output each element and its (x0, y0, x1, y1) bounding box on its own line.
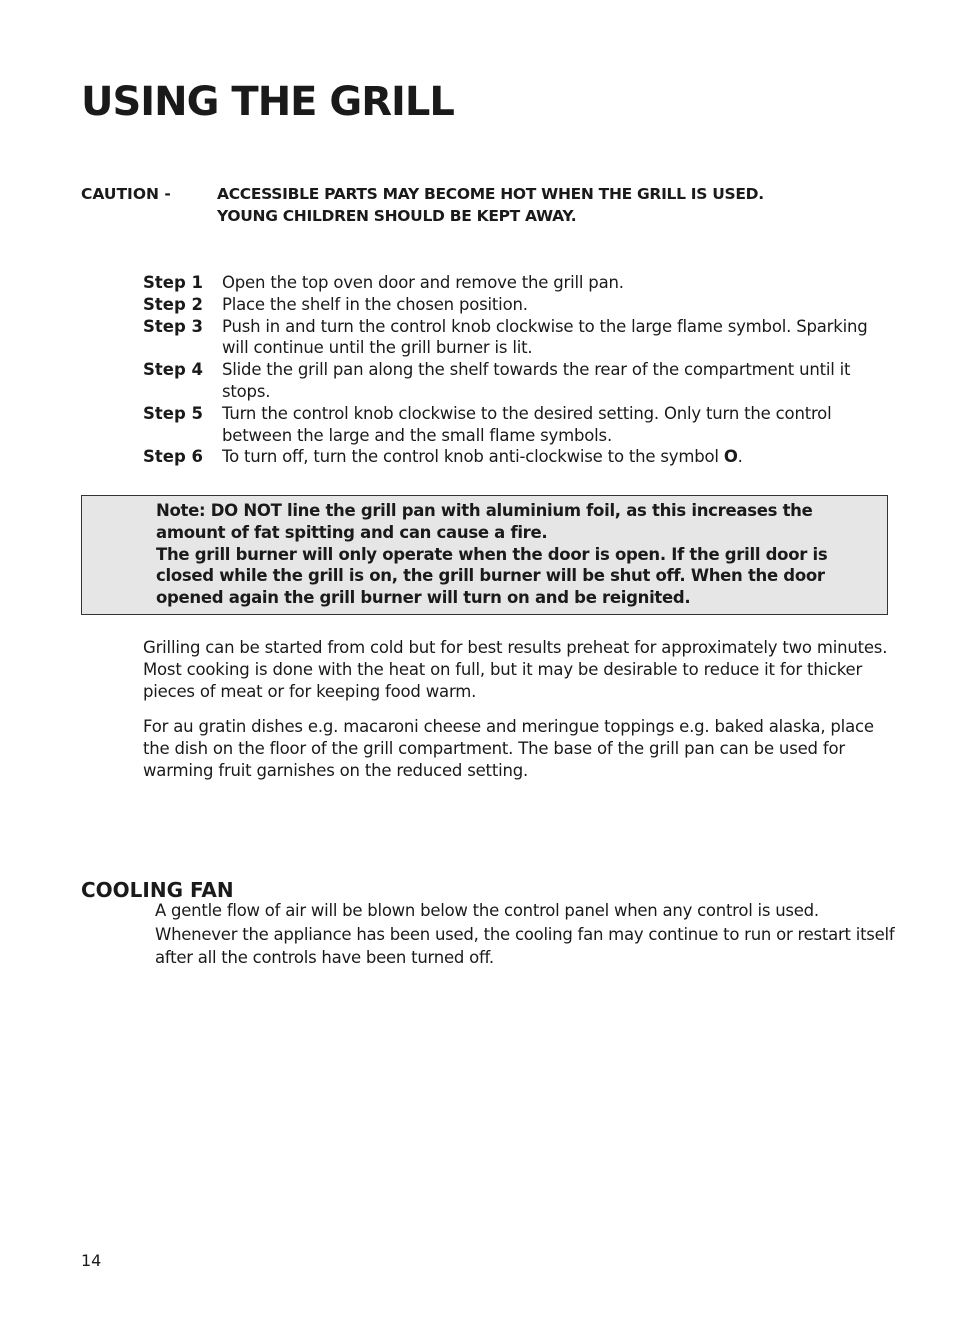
step-label: Step 3 (143, 316, 203, 336)
step-4 (143, 359, 873, 403)
cooling-fan-title: COOLING FAN (81, 878, 234, 902)
au-gratin-paragraph: For au gratin dishes e.g. macaroni cheese and meringue toppings e.g. baked alaska, place the dish on the floor of the grill compartment. The base of the grill pan can be used for warming fruit garnishes on the reduced setting. (143, 717, 874, 780)
step-1 (143, 272, 873, 294)
step-3 (143, 316, 873, 360)
note-box (81, 495, 888, 615)
step-text: Push in and turn the control knob clockwise to the large flame symbol. Sparking will continue until the grill burner is lit. (222, 316, 868, 358)
step-label: Step 4 (143, 360, 203, 380)
step-text: Open the top oven door and remove the grill pan. (222, 273, 624, 292)
off-symbol: O (723, 447, 738, 467)
step-5 (143, 403, 873, 447)
grilling-paragraph: Grilling can be started from cold but for best results preheat for approximately two minutes. Most cooking is done with the heat on full, but it may be desirable to reduce it for thicker pieces of meat or for keeping food warm. (143, 638, 888, 701)
step-6 (143, 446, 873, 468)
step-2 (143, 294, 873, 316)
cooling-fan-line-2: Whenever the appliance has been used, the cooling fan may continue to run or restart itself after all the controls have been turned off. (155, 924, 895, 967)
step-label: Step 2 (143, 294, 203, 314)
step-text: Turn the control knob clockwise to the desired setting. Only turn the control between the large and the small flame symbols. (222, 403, 832, 445)
step-6-suffix: . (737, 447, 743, 467)
steps-list (143, 272, 873, 468)
caution-text (217, 183, 897, 227)
caution-line-1: ACCESSIBLE PARTS MAY BECOME HOT WHEN THE GRILL IS USED. (217, 185, 764, 203)
note-text (156, 500, 884, 609)
step-label: Step 5 (143, 403, 203, 423)
cooling-fan-line-1: A gentle flow of air will be blown below the control panel when any control is used. (155, 901, 819, 920)
step-text: Slide the grill pan along the shelf towards the rear of the compartment until it stops. (222, 360, 851, 401)
page-title: USING THE GRILL (81, 79, 454, 125)
step-text: Place the shelf in the chosen position. (222, 294, 528, 314)
caution-line-2: YOUNG CHILDREN SHOULD BE KEPT AWAY. (217, 207, 577, 225)
step-label: Step 6 (143, 447, 203, 467)
step-label: Step 1 (143, 273, 203, 292)
step-text (222, 446, 873, 468)
page-number: 14 (81, 1251, 102, 1270)
caution-label: CAUTION - (81, 185, 171, 203)
step-6-text: To turn off, turn the control knob anti-clockwise to the symbol (222, 447, 724, 467)
note-foil-warning: Note: DO NOT line the grill pan with aluminium foil, as this increases the amount of fat spitting and can cause a fire. (156, 501, 813, 542)
note-door-info: The grill burner will only operate when the door is open. If the grill door is closed while the grill is on, the grill burner will be shut off. When the door opened again the grill burner will turn on and be reignited. (156, 544, 828, 608)
cooling-fan-text (155, 899, 895, 970)
